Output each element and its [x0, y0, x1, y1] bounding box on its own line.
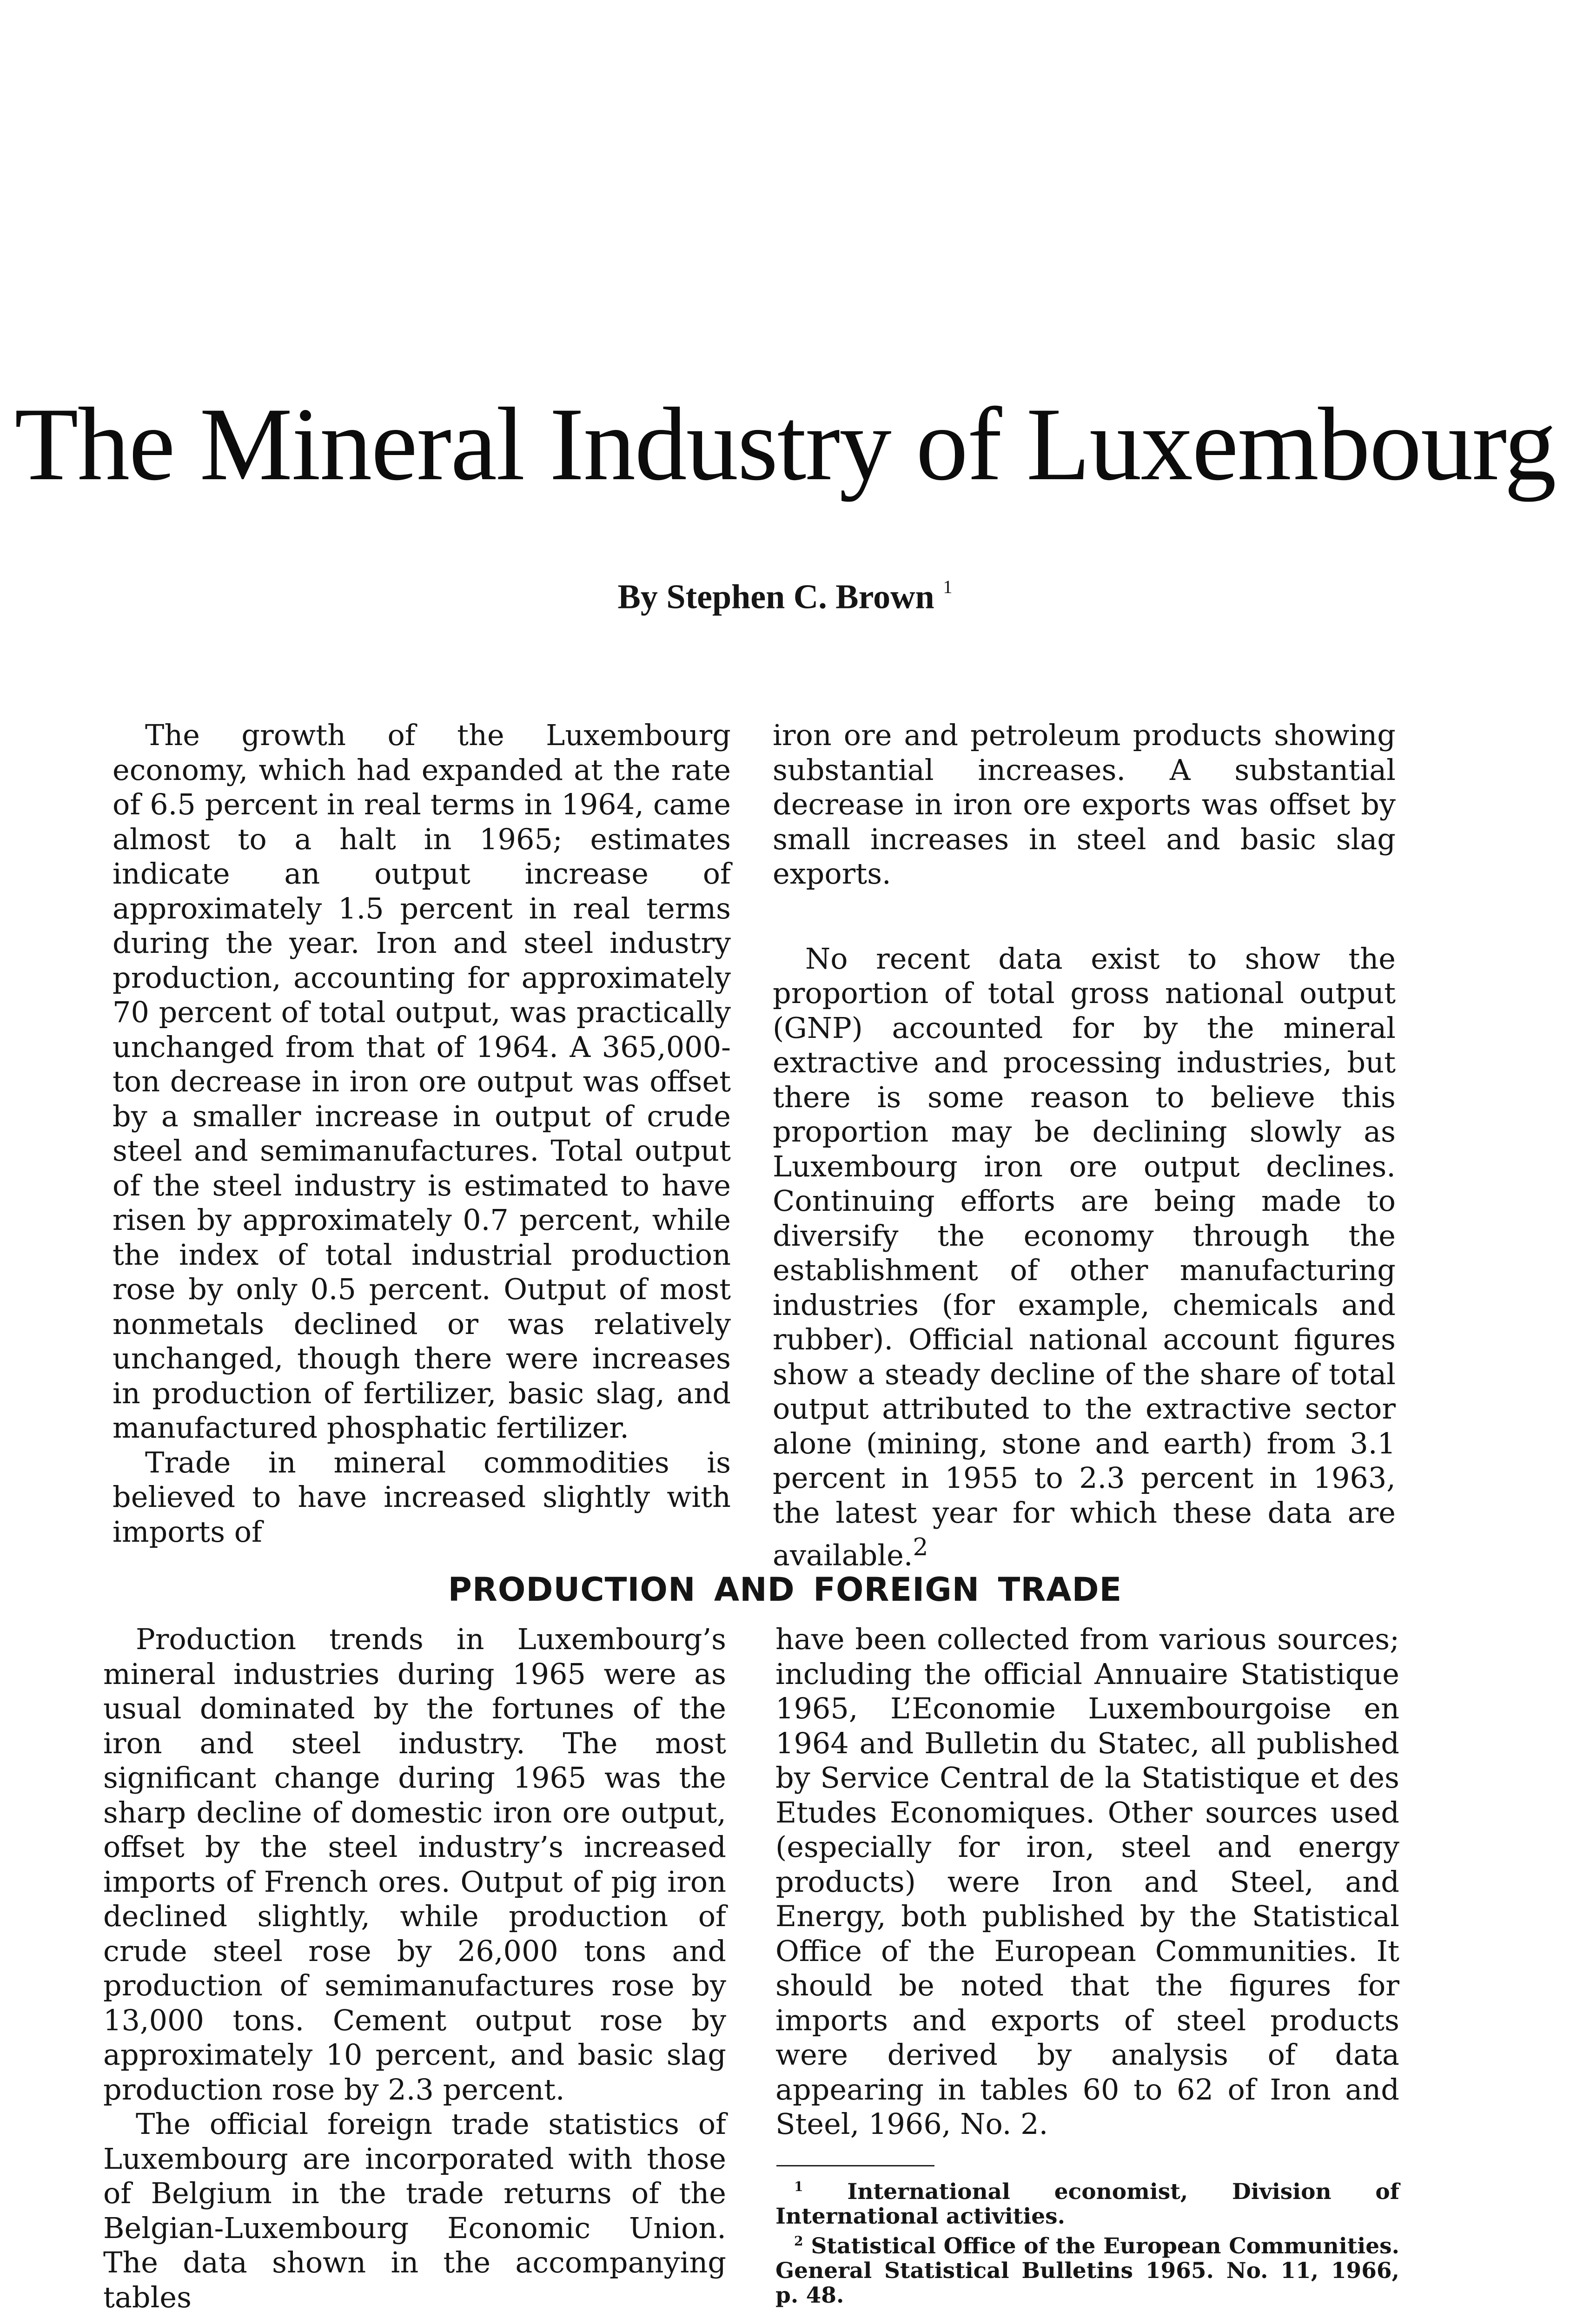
author-name: By Stephen C. Brown: [617, 578, 934, 616]
footnote: [775, 2229, 1399, 2308]
production-paragraph: Production trends in Luxembourg’s mineral industries during 1965 were as usual dominated by the fortunes of the iron and steel industry. The most significant change during 1965 was the sharp decline of domestic iron ore output, offset by the steel industry’s increased imports of French ores. Output of pig iron declined slightly, while production of crude steel rose by 26,000 tons and production of semimanufactures rose by 13,000 tons. Cement output rose by approximately 10 percent, and basic slag production rose by 2.3 percent.: [103, 1622, 726, 2106]
footnote-mark: 2: [794, 2233, 803, 2249]
article-title: The Mineral Industry of Luxembourg: [14, 386, 1556, 502]
footnote-text: International economist, Division of International activities.: [775, 2179, 1399, 2229]
intro-paragraph: iron ore and petroleum products showing substantial increases. A substantial decrease in iron ore exports was offset by small increases in steel and basic slag exports.: [773, 718, 1396, 891]
production-paragraph: have been collected from various sources; including the official Annuaire Statistique 1965, L’Economie Luxembourgoise en 1964 and Bulletin du Statec, all published by Service Central de la Statistique et des Etudes Economiques. Other sources used (especially for iron, steel and energy products) were Iron and Steel, and Energy, both published by the Statistical Office of the European Communities. It should be noted that the figures for imports and exports of steel products were derived by analysis of data appearing in tables 60 to 62 of Iron and Steel, 1966, No. 2.: [775, 1622, 1399, 2141]
footnote-divider: [776, 2165, 934, 2166]
byline: [0, 566, 1570, 618]
section-heading: PRODUCTION AND FOREIGN TRADE: [448, 1571, 1122, 1609]
intro-paragraph: [773, 942, 1396, 1573]
footnotes: [775, 2174, 1399, 2308]
footnote-mark: 2: [913, 1533, 928, 1561]
production-column-right: [775, 1622, 1399, 2142]
intro-paragraph: The growth of the Luxembourg economy, which had expanded at the rate of 6.5 percent in real terms in 1964, came almost to a halt in 1965; estimates indicate an output increase of approximately 1.5 percent in real terms during the year. Iron and steel industry production, accounting for approximately 70 percent of total output, was practically unchanged from that of 1964. A 365,000-ton decrease in iron ore output was offset by a smaller increase in output of crude steel and semimanufactures. Total output of the steel industry is estimated to have risen by approximately 0.7 percent, while the index of total industrial production rose by only 0.5 percent. Output of most nonmetals declined or was relatively unchanged, though there were increases in production of fertilizer, basic slag, and manufactured phosphatic fertilizer.: [113, 718, 731, 1445]
production-column-left: [103, 1622, 726, 2315]
byline-footnote-mark: 1: [943, 576, 953, 597]
footnote-mark: 1: [794, 2179, 803, 2194]
intro-column-right: [773, 718, 1396, 1573]
intro-paragraph: Trade in mineral commodities is believed to have increased slightly with imports of: [113, 1445, 731, 1549]
production-paragraph: The official foreign trade statistics of Luxembourg are incorporated with those of Belgium in the trade returns of the Belgian-Luxembourg Economic Union. The data shown in the accompanying tables: [103, 2107, 726, 2314]
footnote-text: Statistical Office of the European Communities. General Statistical Bulletins 1965. No. 11, 1966, p. 48.: [775, 2233, 1399, 2308]
intro-column-left: [113, 718, 731, 1549]
footnote: [775, 2174, 1399, 2229]
intro-paragraph-text: No recent data exist to show the proportion of total gross national output (GNP) accounted for by the mineral extractive and processing industries, but there is some reason to believe this proportion may be declining slowly as Luxembourg iron ore output declines. Continuing efforts are being made to diversify the economy through the establishment of other manufacturing industries (for example, chemicals and rubber). Official national account figures show a steady decline of the share of total output attributed to the extractive sector alone (mining, stone and earth) from 3.1 percent in 1955 to 2.3 percent in 1963, the latest year for which these data are available.: [773, 941, 1396, 1572]
